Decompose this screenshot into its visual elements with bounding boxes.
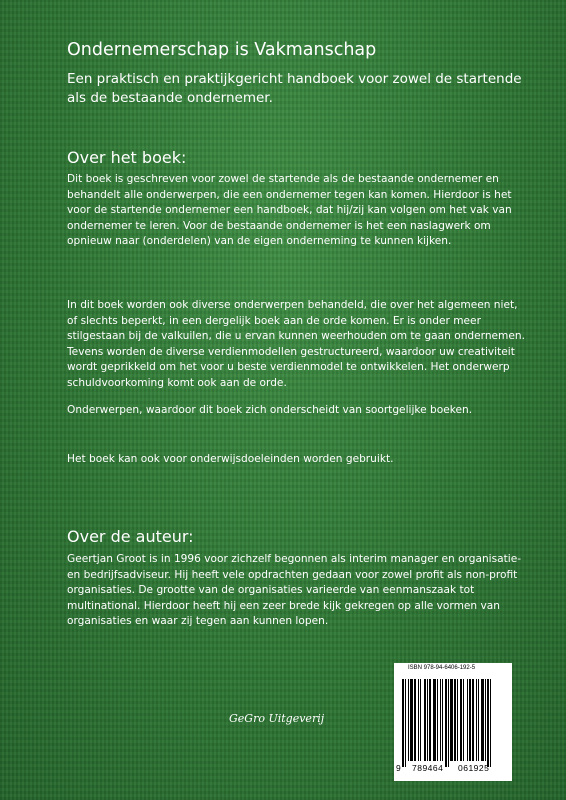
- about-book-paragraph-4: Het boek kan ook voor onderwijsdoeleinden worden gebruikt.: [67, 453, 394, 465]
- barcode-bar: [442, 679, 443, 761]
- barcode-bar: [424, 679, 426, 761]
- publisher-name: GeGro Uitgeverij: [229, 712, 325, 725]
- barcode-bar: [429, 679, 431, 761]
- barcode-right-digits: 061925: [458, 763, 490, 773]
- barcode-bars: [402, 679, 504, 761]
- about-book-paragraph-3: Onderwerpen, waardoor dit boek zich onderscheidt van soortgelijke boeken.: [67, 404, 473, 416]
- barcode-bar: [490, 679, 491, 767]
- barcode-bar: [448, 679, 449, 767]
- about-book-heading: Over het boek:: [67, 148, 187, 167]
- barcode-bar: [467, 679, 468, 761]
- barcode-bar: [405, 679, 406, 767]
- barcode-bar: [420, 679, 421, 761]
- barcode-bar: [472, 679, 474, 761]
- about-book-paragraph-1: Dit boek is geschreven voor zowel de startende als de bestaande ondernemer en behandelt alle onderwerpen, die een ondernemer tegen kan komen. Hierdoor is het voor de startende ondernemer een handboek, dat hij/zij kan volgen om het vak van ondernemer te leren. Voor de bestaande ondernemer is het een naslagwerk om opnieuw naar (onderdelen) van de eigen onderneming te kunnen kijken.: [67, 173, 512, 247]
- barcode-bar: [476, 679, 477, 761]
- barcode-bar: [402, 679, 404, 767]
- book-title: Ondernemerschap is Vakmanschap: [67, 40, 377, 60]
- barcode-bar: [410, 679, 413, 761]
- barcode-bar: [478, 679, 479, 761]
- barcode-bar: [463, 679, 464, 761]
- barcode-bar: [408, 679, 409, 761]
- barcode-bar: [445, 679, 447, 767]
- barcode-first-digit: 9: [396, 763, 401, 773]
- barcode-bar: [454, 679, 456, 761]
- barcode-left-digits: 789464: [412, 763, 444, 773]
- about-author-heading: Over de auteur:: [67, 527, 194, 546]
- book-subtitle: Een praktisch en praktijkgericht handboek voor zowel de startende als de bestaande ondernemer.: [67, 71, 522, 106]
- isbn-label: ISBN 978-94-6406-192-5: [408, 665, 476, 671]
- barcode-bar: [469, 679, 471, 761]
- isbn-barcode: [394, 663, 512, 781]
- barcode-bar: [427, 679, 428, 761]
- barcode-bar: [487, 679, 489, 767]
- barcode-bar: [481, 679, 484, 761]
- barcode-bar: [485, 679, 486, 761]
- about-book-paragraph-2: In dit boek worden ook diverse onderwerpen behandeld, die over het algemeen niet, of slechts beperkt, in een dergelijk boek aan de orde komen. Er is onder meer stilgestaan bij de valkuilen, die u ervan kunnen weerhouden om te gaan ondernemen. Tevens worden de diverse verdienmodellen gestructureerd, waardoor uw creativiteit wordt geprikkeld om het voor u beste verdienmodel te ontwikkelen. Het onderwerp schuldvoorkoming komt ook aan de orde.: [67, 299, 525, 389]
- barcode-bar: [414, 679, 416, 761]
- about-author-paragraph: Geertjan Groot is in 1996 voor zichzelf begonnen als interim manager en organisatie- en bedrijfsadviseur. Hij heeft vele opdrachten gedaan voor zowel profit als non-profit organisaties. De grootte van de organisaties varieerde van eenmanszaak tot multinational. Hierdoor heeft hij een zeer brede kijk gekregen op alle vormen van organisaties en waar zij tegen aan kunnen lopen.: [67, 553, 522, 627]
- barcode-bar: [418, 679, 419, 761]
- barcode-bar: [450, 679, 453, 761]
- barcode-bar: [437, 679, 438, 761]
- barcode-bar: [433, 679, 436, 761]
- barcode-bar: [440, 679, 441, 761]
- barcode-bar: [457, 679, 458, 761]
- barcode-bar: [460, 679, 462, 761]
- barcode-digits: [394, 761, 512, 775]
